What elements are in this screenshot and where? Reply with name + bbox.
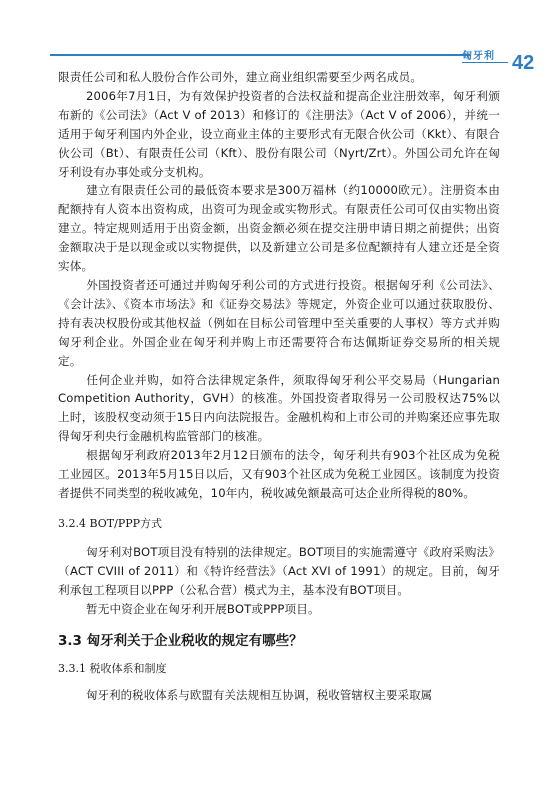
page-body [58, 68, 500, 705]
header-rule [50, 54, 470, 56]
paragraph-tax-system: 匈牙利的税收体系与欧盟有关法规相互协调，税收管辖权主要采取属 [86, 688, 433, 703]
paragraph-no-chinese-bot: 暂无中资企业在匈牙利开展BOT或PPP项目。 [86, 601, 320, 616]
paragraph-approval: 任何企业并购，如符合法律规定条件，须取得匈牙利公平交易局（Hungarian Competition Authority，GVH）的核准。外国投资者取得另一公司股权达75%以上时，该股权变动须于15日内向法院报告。金融机构和上市公司的并购案还应事先取得匈牙利央行金融机构监管部门的核准。 [58, 372, 500, 444]
paragraph-mergers: 外国投资者还可通过并购匈牙利公司的方式进行投资。根据匈牙利《公司法》、《会计法》、《资本市场法》和《证券交易法》等规定，外资企业可以通过获取股份、持有表决权股份或其他权益（例如在目标公司管理中至关重要的人事权）等方式并购匈牙利企业。外国企业在匈牙利并购上市还需要符合布达佩斯证券交易所的相关规定。 [58, 277, 500, 368]
page-number: 42 [512, 52, 535, 74]
paragraph-bot: 匈牙利对BOT项目没有特别的法律规定。BOT项目的实施需遵守《政府采购法》（ACT CVIII of 2011）和《特许经营法》（Act XVI of 1991）的规定。目前，匈牙利承包工程项目以PPP（公私合营）模式为主，基本没有BOT项目。 [58, 544, 500, 597]
section-heading-3-3-1: 3.3.1 税收体系和制度 [58, 662, 167, 676]
paragraph-continued: 限责任公司和私人股份合作公司外，建立商业组织需要至少两名成员。 [58, 70, 423, 84]
paragraph-min-capital: 建立有限责任公司的最低资本要求是300万福林（约10000欧元）。注册资本由配额持有人资本出资构成，出资可为现金或实物形式。有限责任公司可仅由实物出资建立。特定规则适用于出资金额，出资金额必须在提交注册申请日期之前提供；出资金额取决于是以现金或以实物提供，以及新建立公司是多位配额持有人建立还是全资实体。 [58, 183, 500, 274]
running-title-underline [462, 62, 508, 63]
paragraph-company-law: 2006年7月1日，为有效保护投资者的合法权益和提高企业注册效率，匈牙利颁布新的《公司法》（Act V of 2013）和修订的《注册法》（Act V of 2006），并统一适用于匈牙利国内外企业，设立商业主体的主要形式有无限合伙公司（Kkt）、有限合伙公司（Bt）、有限责任公司（Kft）、股份有限公司（Nyrt/Zrt）。外国公司允许在匈牙利设有办事处或分支机构。 [58, 88, 500, 179]
section-heading-3-3: 3.3 匈牙利关于企业税收的规定有哪些？ [58, 633, 303, 650]
paragraph-tax-free-zones: 根据匈牙利政府2013年2月12日颁布的法令，匈牙利共有903个社区成为免税工业园区。2013年5月15日以后，又有903个社区成为免税工业园区。该制度为投资者提供不同类型的税收减免，10年内，税收减免额最高可达企业所得税的80%。 [58, 448, 500, 500]
section-heading-3-2-4: 3.2.4 BOT/PPP方式 [58, 516, 163, 530]
running-title: 匈牙利 [462, 51, 495, 62]
